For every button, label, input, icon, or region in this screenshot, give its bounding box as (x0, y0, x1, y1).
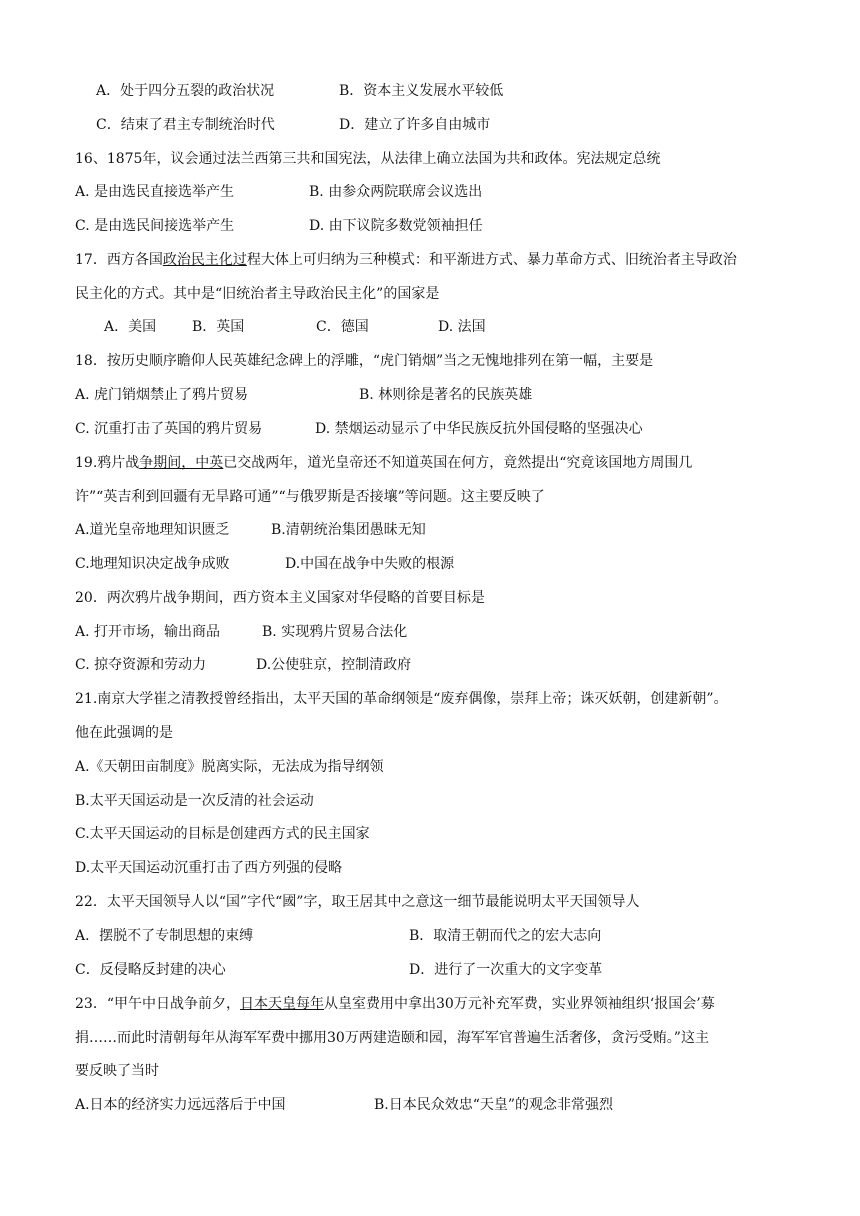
q21-stem-line2: 他在此强调的是 (75, 725, 173, 741)
q21-stem: 21.南京大学崔之清教授曾经指出，太平天国的革命纲领是“废弃偶像，崇拜上帝；诛灭妖朝，创建新朝”。 (75, 691, 728, 707)
q19-option-d: D.中国在战争中失败的根源 (285, 556, 455, 572)
q16-option-c: C. 是由选民间接选举产生 (75, 218, 235, 234)
q15-option-c: C．结束了君主专制统治时代 (96, 117, 275, 133)
q22-option-d: D．进行了一次重大的文字变革 (409, 962, 603, 978)
q16-option-a: A. 是由选民直接选举产生 (75, 184, 235, 200)
q17-option-b: B．英国 (192, 319, 245, 335)
q19-option-c: C.地理知识决定战争成败 (75, 556, 230, 572)
q23-stem-post: 从皇室费用中拿出30万元补充军费，实业界领袖组织‘报国会’募 (323, 996, 715, 1012)
q20-stem: 20．两次鸦片战争期间，西方资本主义国家对华侵略的首要目标是 (75, 590, 485, 606)
q17-stem (75, 250, 737, 270)
q18-option-b: B. 林则徐是著名的民族英雄 (359, 387, 533, 403)
q23-stem-line3: 要反映了当时 (75, 1063, 159, 1079)
q18-option-c: C. 沉重打击了英国的鸦片贸易 (75, 421, 263, 437)
q16-option-d: D. 由下议院多数党领袖担任 (309, 218, 483, 234)
q16-stem: 16、1875年，议会通过法兰西第三共和国宪法，从法律上确立法国为共和政体。宪法规定总统 (75, 151, 661, 167)
q22-stem: 22．太平天国领导人以“国”字代“國”字，取王居其中之意这一细节最能说明太平天国领导人 (75, 894, 640, 910)
q18-option-d: D. 禁烟运动显示了中华民族反抗外国侵略的坚强决心 (315, 421, 643, 437)
q17-option-a: A．美国 (104, 319, 157, 335)
q17-stem-post: 程大体上可归纳为三种模式：和平渐进方式、暴力革命方式、旧统治者主导政治 (246, 252, 737, 268)
q17-option-c: C．德国 (316, 319, 369, 335)
q17-stem-underlined: 政治民主化过 (162, 252, 247, 268)
q22-option-b: B．取清王朝而代之的宏大志向 (409, 928, 602, 944)
q21-option-a: A.《天朝田亩制度》脱离实际，无法成为指导纲领 (75, 759, 384, 775)
q22-option-a: A．摆脱不了专制思想的束缚 (75, 928, 254, 944)
q17-stem-pre: 17．西方各国 (75, 252, 163, 268)
q23-stem-pre: 23．“甲午中日战争前夕， (75, 996, 240, 1012)
q23-option-b: B.日本民众效忠“天皇”的观念非常强烈 (374, 1097, 614, 1113)
q15-option-a: A．处于四分五裂的政治状况 (96, 83, 275, 99)
q22-option-c: C．反侵略反封建的决心 (75, 962, 226, 978)
q21-option-c: C.太平天国运动的目标是创建西方式的民主国家 (75, 826, 370, 842)
q19-option-b: B.清朝统治集团愚昧无知 (271, 522, 426, 538)
q17-option-d: D. 法国 (438, 319, 486, 335)
q18-option-a: A. 虎门销烟禁止了鸦片贸易 (75, 387, 249, 403)
q17-stem-line2: 民主化的方式。其中是“旧统治者主导政治民主化”的国家是 (75, 286, 440, 302)
q23-stem-underlined: 日本天皇每年 (239, 996, 324, 1012)
q19-stem-post: 已交战两年，道光皇帝还不知道英国在何方，竟然提出“究竟该国地方周围几 (223, 455, 693, 471)
q21-option-b: B.太平天国运动是一次反清的社会运动 (75, 793, 314, 809)
q19-stem-line2: 许”“英吉利到回疆有无旱路可通”“与俄罗斯是否接壤”等问题。这主要反映了 (75, 489, 545, 505)
q20-option-d: D.公使驻京，控制清政府 (256, 657, 412, 673)
q20-option-a: A. 打开市场，输出商品 (75, 624, 221, 640)
q21-option-d: D.太平天国运动沉重打击了西方列强的侵略 (75, 860, 343, 876)
q15-option-d: D．建立了许多自由城市 (339, 117, 491, 133)
q16-option-b: B. 由参众两院联席会议选出 (309, 184, 483, 200)
q19-stem (75, 453, 692, 473)
q20-option-c: C. 掠夺资源和劳动力 (75, 657, 207, 673)
q19-stem-underlined: 争期间，中英 (139, 455, 224, 471)
q19-option-a: A.道光皇帝地理知识匮乏 (75, 522, 230, 538)
q23-stem-line2: 捐……而此时清朝每年从海军军费中挪用30万两建造颐和园，海军军官普遍生活奢侈，贪污受贿。”这主 (75, 1030, 709, 1046)
q19-stem-pre: 19.鸦片战 (75, 455, 140, 471)
q18-stem: 18．按历史顺序瞻仰人民英雄纪念碑上的浮雕，“虎门销烟”当之无愧地排列在第一幅，主要是 (75, 353, 654, 369)
q15-option-b: B．资本主义发展水平较低 (339, 83, 504, 99)
q23-stem (75, 994, 715, 1014)
q23-option-a: A.日本的经济实力远远落后于中国 (75, 1097, 286, 1113)
q20-option-b: B. 实现鸦片贸易合法化 (262, 624, 408, 640)
